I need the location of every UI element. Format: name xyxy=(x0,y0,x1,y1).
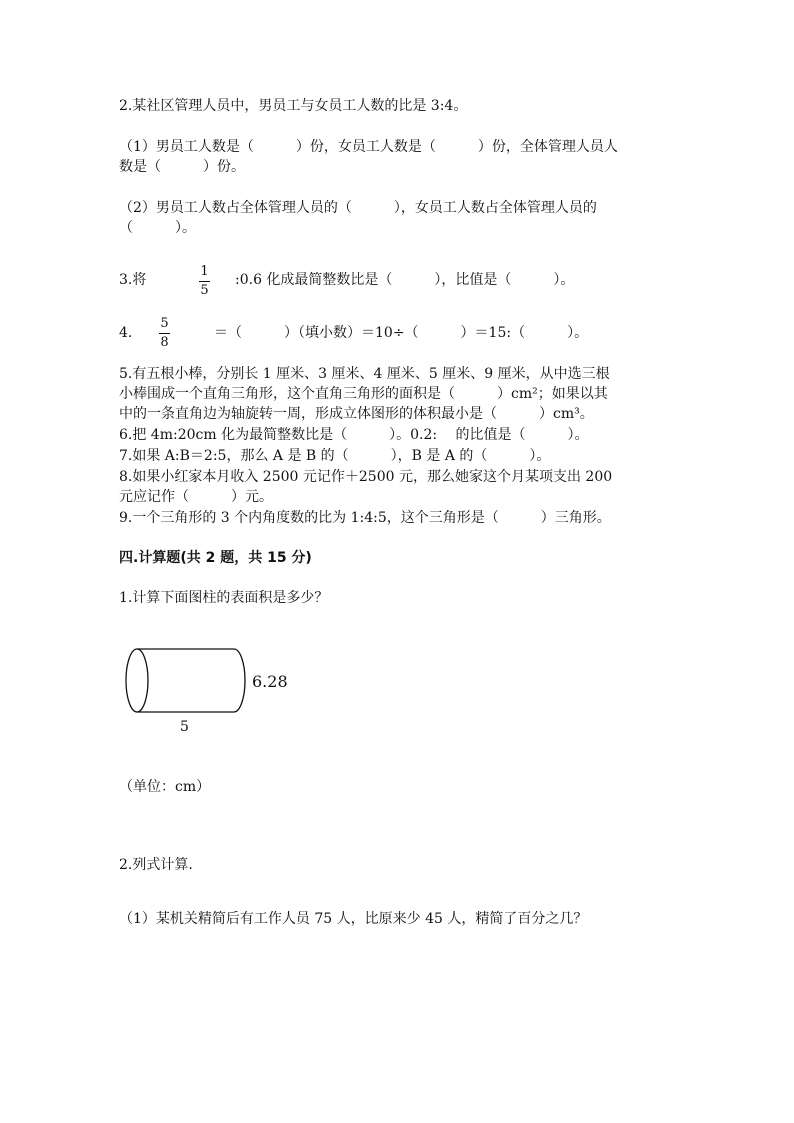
q3-frac-denominator: 5 xyxy=(200,283,209,298)
q9: 9.一个三角形的 3 个内角度数的比为 1:4:5，这个三角形是（ ）三角形。 xyxy=(119,510,611,526)
calc-q2-sub1: （1）某机关精简后有工作人员 75 人，比原来少 45 人，精简了百分之几？ xyxy=(119,911,588,927)
q3-prefix: 3.将 xyxy=(119,272,147,288)
q7: 7.如果 A:B＝2:5，那么 A 是 B 的（ ），B 是 A 的（ ）。 xyxy=(119,448,551,464)
q3-frac-bar xyxy=(199,281,210,282)
q5-line3: 中的一条直角边为轴旋转一周，形成立体图形的体积最小是（ ）cm³。 xyxy=(119,406,594,422)
q2-sub2-line2: （ ）。 xyxy=(119,220,196,236)
q2-sub1-line1: （1）男员工人数是（ ）份，女员工人数是（ ）份，全体管理人员人 xyxy=(119,139,618,155)
q4-frac-bar xyxy=(159,333,170,334)
section-heading: 四.计算题(共 2 题，共 15 分) xyxy=(119,550,312,566)
q4-frac-denominator: 8 xyxy=(160,335,169,350)
cylinder-length-label: 5 xyxy=(180,719,189,735)
cylinder-right-face xyxy=(234,649,245,712)
q8-line1: 8.如果小红家本月收入 2500 元记作＋2500 元，那么她家这个月某项支出 200 xyxy=(119,469,613,485)
q2-title: 2.某社区管理人员中，男员工与女员工人数的比是 3:4。 xyxy=(119,98,468,114)
q4-fraction xyxy=(159,316,170,351)
q2-sub2-line1: （2）男员工人数占全体管理人员的（ ），女员工人数占全体管理人员的 xyxy=(119,200,597,216)
q2-sub1-line2: 数是（ ）份。 xyxy=(119,159,245,175)
q3-frac-numerator: 1 xyxy=(200,264,209,279)
cylinder-height-label: 6.28 xyxy=(252,672,288,691)
calc-q1: 1.计算下面图柱的表面积是多少？ xyxy=(119,590,329,606)
q3-fraction xyxy=(199,264,210,299)
q5-line2: 小棒围成一个直角三角形，这个直角三角形的面积是（ ）cm²；如果以其 xyxy=(119,386,608,402)
q8-line2: 元应记作（ ）元。 xyxy=(119,489,273,505)
unit-note: （单位：cm） xyxy=(119,779,211,795)
calc-q2: 2.列式计算. xyxy=(119,857,193,873)
q6: 6.把 4m:20cm 化为最简整数比是（ ）。0.2: 的比值是（ ）。 xyxy=(119,427,589,443)
q4-suffix: ＝（ ）（填小数）＝10÷（ ）＝15:（ ）。 xyxy=(214,325,589,341)
q4-frac-numerator: 5 xyxy=(160,316,169,331)
cylinder-figure xyxy=(118,640,298,740)
q5-line1: 5.有五根小棒，分别长 1 厘米、3 厘米、4 厘米、5 厘米、9 厘米，从中选三根 xyxy=(119,366,610,382)
cylinder-left-face xyxy=(126,649,148,712)
q3-suffix: :0.6 化成最简整数比是（ ），比值是（ ）。 xyxy=(235,272,575,288)
q4-prefix: 4. xyxy=(119,325,133,341)
